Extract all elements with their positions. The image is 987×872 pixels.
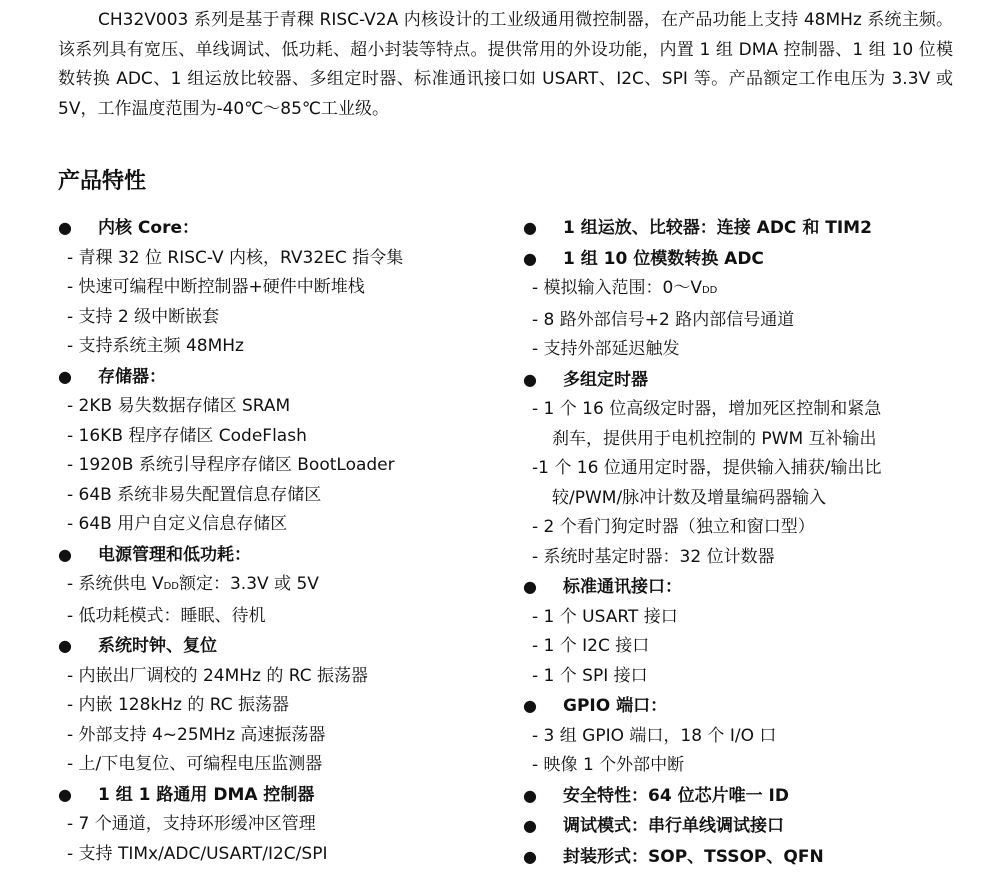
- bullet-icon: ●: [523, 213, 563, 243]
- feature-heading: [523, 213, 963, 244]
- feature-heading-text: 安全特性：64 位芯片唯一 ID: [563, 786, 789, 806]
- feature-heading-text: 调试模式：串行单线调试接口: [563, 816, 784, 836]
- feature-item: - 1 个 SPI 接口: [523, 662, 963, 692]
- intro-paragraph: [58, 6, 953, 124]
- bullet-icon: ●: [523, 842, 563, 872]
- feature-text-post: 额定：3.3V 或 5V: [179, 574, 319, 594]
- feature-heading: [58, 780, 508, 811]
- feature-heading-text: 1 组运放、比较器：连接 ADC 和 TIM2: [563, 218, 872, 238]
- feature-item: - 支持 2 级中断嵌套: [58, 303, 508, 333]
- feature-item: - 64B 系统非易失配置信息存储区: [58, 481, 508, 511]
- feature-heading-text: 多组定时器: [563, 370, 648, 390]
- feature-item: - 上/下电复位、可编程电压监测器: [58, 750, 508, 780]
- feature-heading: [58, 540, 508, 571]
- feature-heading-text: 存储器：: [98, 367, 166, 387]
- feature-item: - 64B 用户自定义信息存储区: [58, 510, 508, 540]
- feature-item: - 低功耗模式：睡眠、待机: [58, 602, 508, 632]
- feature-item: - 支持外部延迟触发: [523, 335, 963, 365]
- feature-continuation: 刹车，提供用于电机控制的 PWM 互补输出: [523, 425, 963, 455]
- feature-heading: [58, 213, 508, 244]
- feature-item: [58, 570, 508, 602]
- feature-item: - 1 个 I2C 接口: [523, 632, 963, 662]
- bullet-icon: ●: [58, 631, 98, 661]
- feature-heading-text: 标准通讯接口：: [563, 577, 682, 597]
- feature-heading-text: 系统时钟、复位: [98, 636, 217, 656]
- feature-item: - 内嵌出厂调校的 24MHz 的 RC 振荡器: [58, 662, 508, 692]
- feature-item: -1 个 16 位通用定时器，提供输入捕获/输出比: [523, 454, 963, 484]
- bullet-icon: ●: [523, 244, 563, 274]
- feature-item: - 2KB 易失数据存储区 SRAM: [58, 392, 508, 422]
- feature-heading: [523, 244, 963, 275]
- bullet-icon: ●: [58, 540, 98, 570]
- feature-item: - 内嵌 128kHz 的 RC 振荡器: [58, 691, 508, 721]
- feature-heading: [58, 362, 508, 393]
- feature-heading-text: 封装形式：SOP、TSSOP、QFN: [563, 847, 824, 867]
- bullet-icon: ●: [58, 362, 98, 392]
- bullet-icon: ●: [523, 781, 563, 811]
- intro-text: CH32V003 系列是基于青稞 RISC-V2A 内核设计的工业级通用微控制器，在产品功能上支持 48MHz 系统主频。该系列具有宽压、单线调试、低功耗、超小封装等特点。提供常用的外设功能，内置 1 组 DMA 控制器、1 组 10 位模数转换 ADC、1 组运放比较器、多组定时器、标准通讯接口如 USART、I2C、SPI 等。产品额定工作电压为 3.3V 或 5V，工作温度范围为-40℃～85℃工业级。: [58, 10, 953, 119]
- feature-item: [523, 274, 963, 306]
- bullet-icon: ●: [523, 691, 563, 721]
- feature-heading-text: 内核 Core：: [98, 218, 199, 238]
- feature-item: - 外部支持 4~25MHz 高速振荡器: [58, 721, 508, 751]
- feature-item: - 1 个 16 位高级定时器，增加死区控制和紧急: [523, 395, 963, 425]
- bullet-icon: ●: [58, 213, 98, 243]
- features-left-column: [58, 213, 508, 869]
- feature-item: - 8 路外部信号+2 路内部信号通道: [523, 306, 963, 336]
- feature-heading-text: 1 组 10 位模数转换 ADC: [563, 249, 764, 269]
- feature-heading: [523, 691, 963, 722]
- feature-heading-text: 1 组 1 路通用 DMA 控制器: [98, 785, 314, 805]
- feature-item: - 16KB 程序存储区 CodeFlash: [58, 422, 508, 452]
- feature-heading-text: 电源管理和低功耗：: [98, 545, 251, 565]
- section-title: 产品特性: [58, 164, 146, 200]
- feature-heading-text: GPIO 端口：: [563, 696, 667, 716]
- bullet-icon: ●: [523, 572, 563, 602]
- feature-heading: [523, 781, 963, 812]
- feature-item: - 支持 TIMx/ADC/USART/I2C/SPI: [58, 840, 508, 870]
- feature-heading: [523, 811, 963, 842]
- feature-item: - 3 组 GPIO 端口，18 个 I/O 口: [523, 722, 963, 752]
- feature-text-pre: - 模拟输入范围：0～V: [532, 278, 702, 298]
- features-right-column: [523, 213, 963, 872]
- feature-item: - 2 个看门狗定时器（独立和窗口型）: [523, 513, 963, 543]
- feature-continuation: 较/PWM/脉冲计数及增量编码器输入: [523, 484, 963, 514]
- bullet-icon: ●: [523, 365, 563, 395]
- feature-item: - 快速可编程中断控制器+硬件中断堆栈: [58, 273, 508, 303]
- bullet-icon: ●: [58, 780, 98, 810]
- subscript: DD: [164, 581, 179, 592]
- feature-item: - 支持系统主频 48MHz: [58, 332, 508, 362]
- feature-item: - 青稞 32 位 RISC-V 内核，RV32EC 指令集: [58, 244, 508, 274]
- feature-item: - 1920B 系统引导程序存储区 BootLoader: [58, 451, 508, 481]
- feature-heading: [523, 572, 963, 603]
- subscript: DD: [702, 285, 717, 296]
- feature-item: - 映像 1 个外部中断: [523, 751, 963, 781]
- bullet-icon: ●: [523, 811, 563, 841]
- feature-heading: [523, 365, 963, 396]
- feature-heading: [58, 631, 508, 662]
- feature-text-pre: - 系统供电 V: [67, 574, 164, 594]
- feature-item: - 7 个通道，支持环形缓冲区管理: [58, 810, 508, 840]
- feature-item: - 1 个 USART 接口: [523, 603, 963, 633]
- feature-item: - 系统时基定时器：32 位计数器: [523, 543, 963, 573]
- feature-heading: [523, 842, 963, 872]
